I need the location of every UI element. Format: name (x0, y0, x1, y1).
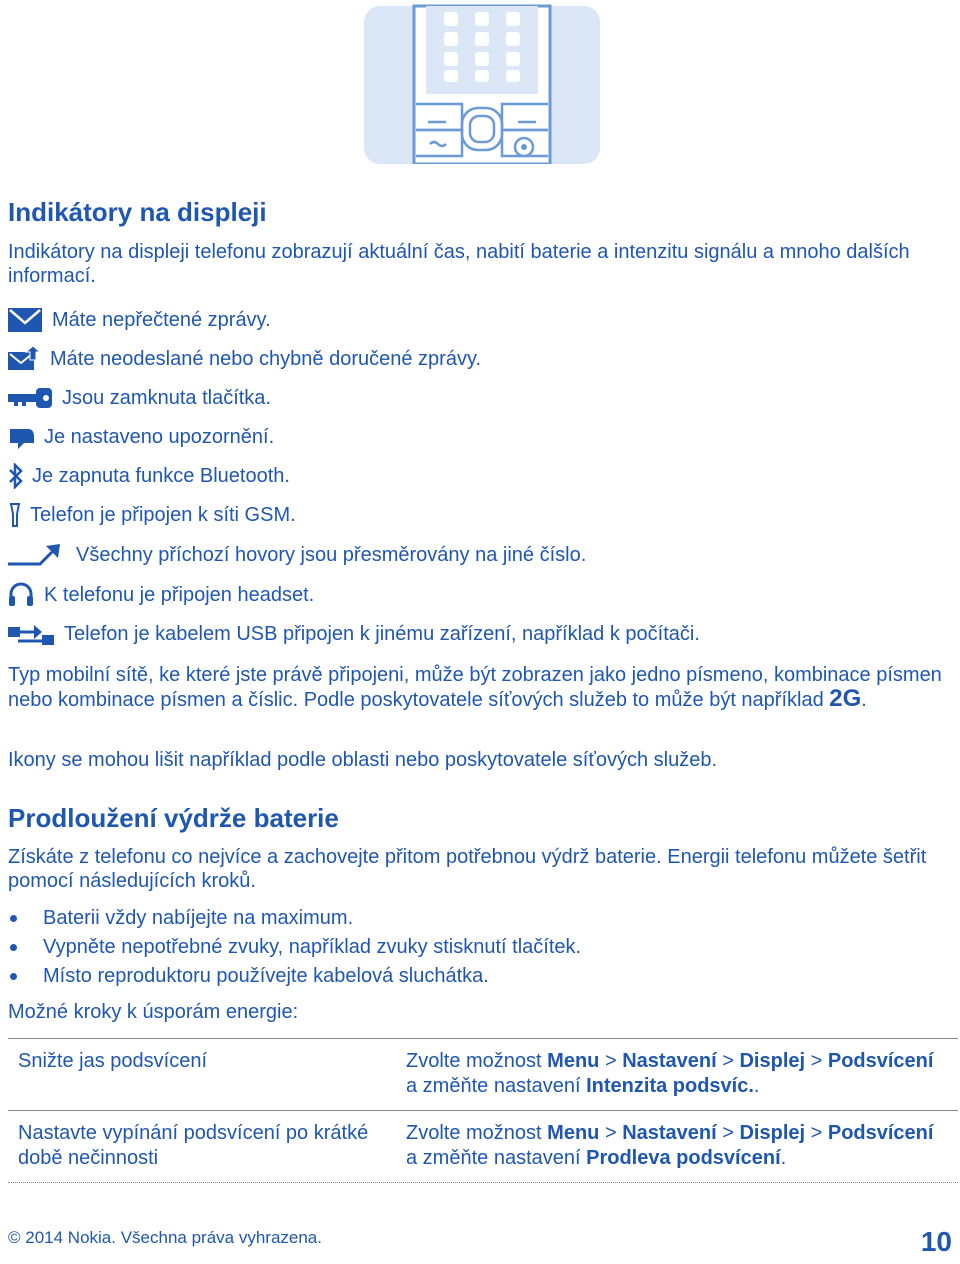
indicator-row-unsent-messages (8, 345, 481, 373)
network-type-end: . (861, 689, 867, 711)
menu-path-menu: Menu (547, 1050, 600, 1072)
indicator-row-alarm (8, 423, 274, 451)
list-item: Místo reproduktoru používejte kabelová sluchátka. (8, 962, 581, 991)
section-heading-battery: Prodloužení výdrže baterie (8, 803, 339, 833)
menu-path-backlight: Podsvícení (827, 1122, 934, 1144)
list-item: Baterii vždy nabíjejte na maximum. (8, 904, 581, 933)
list-item: Vypněte nepotřebné zvuky, například zvuky stisknutí tlačítek. (8, 933, 581, 962)
page-number: 10 (920, 1226, 952, 1257)
menu-path-display: Displej (739, 1122, 806, 1144)
table-row-1-instruction: Zvolte možnost Menu > Nastavení > Displej > Podsvícení a změňte nastavení Intenzita podsvíc.. (406, 1050, 934, 1097)
indicator-row-gsm (8, 501, 296, 529)
indicator-label: Jsou zamknuta tlačítka. (62, 386, 271, 409)
indicator-label: Je zapnuta funkce Bluetooth. (32, 464, 290, 487)
indicator-label: Všechny příchozí hovory jsou přesměrovány na jiné číslo. (76, 543, 587, 566)
gsm-antenna-icon (8, 502, 22, 528)
battery-intro: Získáte z telefonu co nejvíce a zachovejte přitom potřebnou výdrž baterie. Energii telefonu můžete šetřit pomocí následujících kroků. (8, 846, 927, 892)
table-row-1-action: Snižte jas podsvícení (18, 1050, 207, 1072)
menu-path-display: Displej (739, 1050, 806, 1072)
table-top-rule (8, 1038, 958, 1039)
menu-path-menu: Menu (547, 1122, 600, 1144)
bell-icon (8, 425, 36, 449)
footer-copyright: © 2014 Nokia. Všechna práva vyhrazena. (8, 1228, 322, 1247)
menu-path-settings: Nastavení (622, 1050, 717, 1072)
indicator-label: Máte nepřečtené zprávy. (52, 308, 271, 331)
network-type-text: Typ mobilní sítě, ke které jste právě připojeni, může být zobrazen jako jedno písmeno, kombinace písmen nebo kombinace písmen a číslic. Podle poskytovatele síťových služeb to může být například (8, 664, 942, 711)
table-bottom-rule (8, 1182, 958, 1183)
envelope-icon (8, 307, 42, 333)
indicator-row-headset (8, 581, 314, 609)
bluetooth-icon (8, 463, 24, 489)
indicator-label: Telefon je připojen k síti GSM. (30, 503, 296, 526)
table-row-rule (8, 1110, 958, 1111)
envelope-send-icon (8, 346, 40, 372)
indicator-row-usb (8, 620, 700, 648)
menu-path-backlight: Podsvícení (827, 1050, 934, 1072)
indicator-row-keypad-locked (8, 384, 271, 412)
table-row-2-action: Nastavte vypínání podsvícení po krátké době nečinnosti (18, 1122, 369, 1169)
section-heading-indicators: Indikátory na displeji (8, 197, 267, 227)
network-example-2g: 2G (829, 685, 862, 712)
indicator-label: Máte neodeslané nebo chybně doručené zprávy. (50, 347, 482, 370)
indicators-intro: Indikátory na displeji telefonu zobrazují aktuální čas, nabití baterie a intenzitu signálu a mnoho dalších informací. (8, 241, 910, 287)
key-icon (8, 386, 52, 410)
table-row-2-instruction: Zvolte možnost Menu > Nastavení > Displej > Podsvícení a změňte nastavení Prodleva podsvícení. (406, 1122, 934, 1169)
indicator-label: Je nastaveno upozornění. (44, 425, 275, 448)
network-type-paragraph (8, 663, 958, 712)
setting-name: Intenzita podsvíc. (586, 1075, 754, 1097)
phone-illustration (362, 4, 602, 164)
setting-name: Prodleva podsvícení (586, 1147, 781, 1169)
headset-icon (8, 582, 34, 608)
battery-tips-list (8, 904, 581, 991)
table-intro: Možné kroky k úsporám energie: (8, 1001, 299, 1023)
icons-note: Ikony se mohou lišit například podle oblasti nebo poskytovatele síťových služeb. (8, 749, 718, 771)
indicator-label: K telefonu je připojen headset. (44, 583, 315, 606)
menu-path-settings: Nastavení (622, 1122, 717, 1144)
indicator-label: Telefon je kabelem USB připojen k jinému zařízení, například k počítači. (64, 622, 700, 645)
indicator-row-unread-messages (8, 306, 271, 334)
call-divert-icon (8, 542, 66, 568)
usb-icon (8, 621, 54, 647)
indicator-row-call-divert (8, 541, 586, 569)
indicator-row-bluetooth (8, 462, 290, 490)
